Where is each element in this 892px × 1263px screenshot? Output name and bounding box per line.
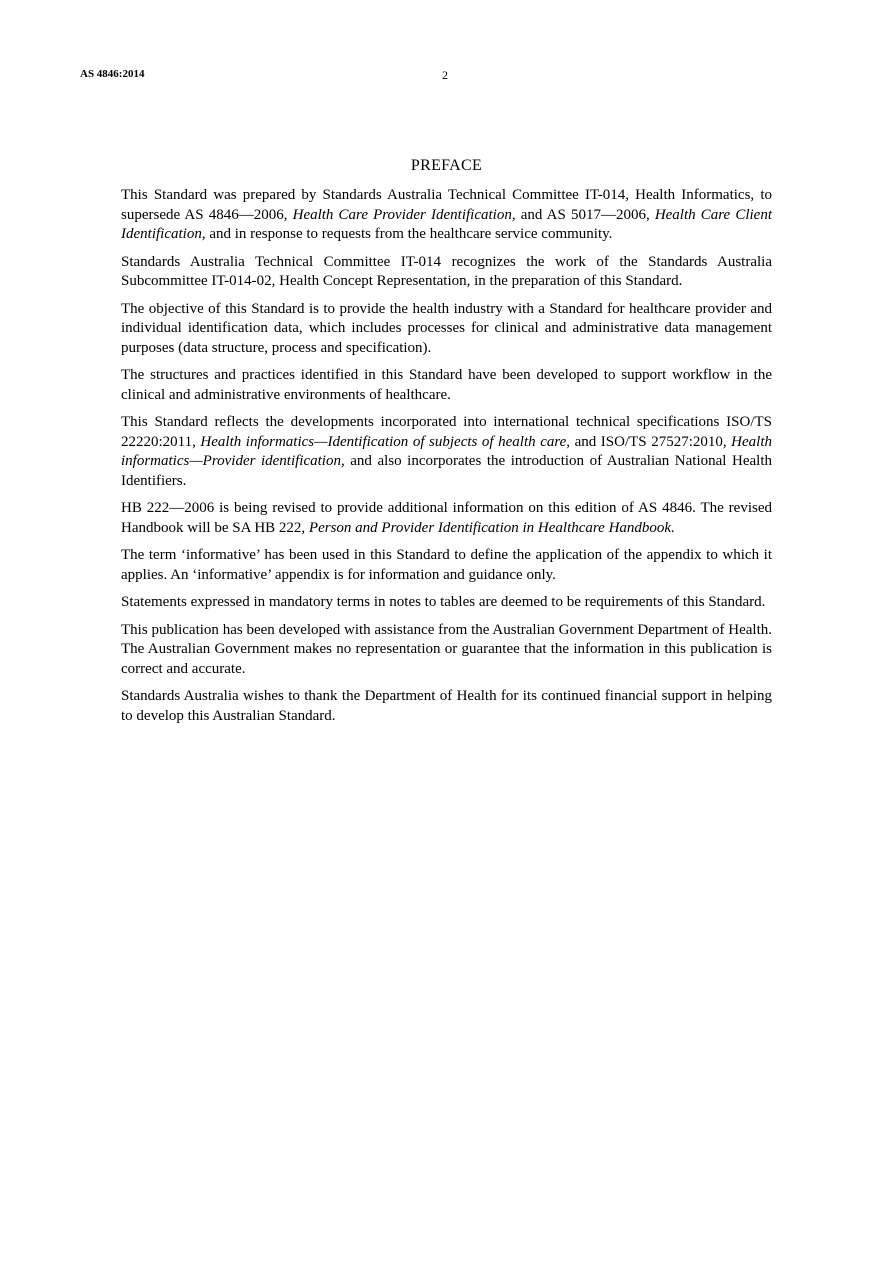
paragraph-2: Standards Australia Technical Committee IT-014 recognizes the work of the Standards Australia Subcommittee IT-014-02, Health Concept Representation, in the preparation of this Standard. — [121, 253, 772, 289]
paragraph-6 — [121, 499, 772, 538]
paragraph-text: This Standard reflects the developments incorporated into international technical specifications ISO/TS 22220:2011, — [121, 414, 772, 450]
paragraph-text: , and ISO/TS 27527:2010, — [566, 433, 732, 450]
page-number: 2 — [442, 68, 448, 82]
paragraph-3: The objective of this Standard is to provide the health industry with a Standard for healthcare provider and individual identification data, which includes processes for clinical and administrative data management purposes (data structure, process and specification). — [121, 300, 772, 356]
paragraph-text: HB 222—2006 is being revised to provide additional information on this edition of AS 4846. The revised Handbook will be SA HB 222, — [121, 500, 772, 536]
paragraph-8: Statements expressed in mandatory terms in notes to tables are deemed to be requirements of this Standard. — [121, 594, 766, 610]
cited-title: Health Care Client Identification — [121, 206, 772, 242]
paragraph-text: , and also incorporates the introduction of Australian National Health Identifiers. — [121, 453, 772, 489]
cited-title: Health informatics—Provider identification — [121, 433, 772, 469]
cited-title: Person and Provider Identification in Healthcare Handbook. — [308, 519, 675, 536]
paragraph-text: , and AS 5017—2006, — [511, 206, 655, 223]
cited-title: Health informatics—Identification of subjects of health care — [200, 433, 567, 450]
paragraph-text: , and in response to requests from the healthcare service community. — [201, 226, 613, 242]
document-identifier: AS 4846:2014 — [80, 68, 145, 80]
preface-section — [121, 156, 772, 734]
cited-title: Health Care Provider Identification — [292, 206, 512, 223]
paragraph-text: This Standard was prepared by Standards Australia Technical Committee IT-014, Health Informatics, to supersede AS 4846—2006, — [121, 187, 772, 223]
paragraph-4: The structures and practices identified in this Standard have been developed to support workflow in the clinical and administrative environments of healthcare. — [121, 367, 772, 403]
paragraph-1 — [121, 186, 772, 245]
section-title: PREFACE — [410, 157, 483, 174]
paragraph-10: Standards Australia wishes to thank the Department of Health for its continued financial support in helping to develop this Australian Standard. — [121, 688, 772, 724]
paragraph-7: The term ‘informative’ has been used in this Standard to define the application of the appendix to which it applies. An ‘informative’ appendix is for information and guidance only. — [121, 547, 772, 583]
paragraph-5 — [121, 413, 772, 491]
paragraph-9: This publication has been developed with assistance from the Australian Government Department of Health. The Australian Government makes no representation or guarantee that the information in this publication is correct and accurate. — [121, 621, 772, 677]
page-header — [80, 68, 780, 84]
